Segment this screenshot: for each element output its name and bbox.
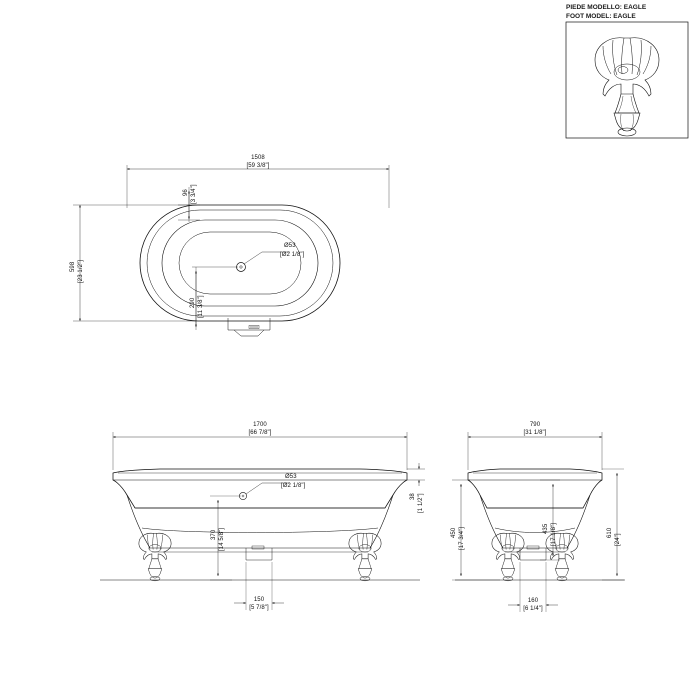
top-drain-offset-in: [11 3/8"]: [198, 295, 204, 318]
foot-model-title: [566, 4, 646, 21]
side-foot-spacing-mm: 160: [527, 598, 539, 604]
side-inner-height-in: [17 1/8"]: [551, 522, 557, 546]
front-foot-spacing-in: [5 7/8"]: [249, 605, 269, 611]
top-width-mm: 598: [70, 261, 76, 272]
side-rim-height-mm: 450: [451, 527, 457, 538]
top-length-mm: 1508: [251, 155, 265, 161]
side-inner-height-mm: 435: [543, 523, 549, 534]
top-rim-offset-mm: 96: [183, 189, 189, 196]
front-drain-height-in: [14 5/8"]: [219, 527, 225, 551]
top-rim-offset-in: [3 3/4"]: [191, 184, 197, 204]
foot-model-line-it: PIEDE MODELLO: EAGLE: [566, 4, 647, 11]
front-length-mm: 1700: [253, 422, 267, 428]
front-length-in: [66 7/8"]: [248, 430, 272, 436]
top-drain-offset-mm: 290: [190, 297, 196, 308]
front-rim-thickness-mm: 38: [410, 493, 416, 500]
top-length-in: [59 3/8"]: [246, 163, 270, 169]
front-drain-dia-mm: Ø53: [285, 474, 297, 480]
side-total-height-in: [24"]: [615, 533, 621, 546]
front-rim-thickness-in: [1 1/2"]: [418, 493, 424, 513]
side-foot-spacing-in: [6 1/4"]: [523, 606, 543, 612]
side-width-in: [31 1/8"]: [523, 430, 547, 436]
side-rim-height-in: [17 3/4"]: [459, 526, 465, 550]
top-drain-dia-mm: Ø53: [284, 243, 296, 249]
top-width-in: [23 1/2"]: [78, 259, 84, 283]
front-drain-dia-in: [Ø2 1/8"]: [281, 483, 306, 489]
foot-model-line-en: FOOT MODEL: EAGLE: [566, 12, 636, 20]
side-total-height-mm: 610: [607, 527, 613, 538]
side-width-mm: 790: [529, 422, 541, 428]
front-foot-spacing-mm: 150: [253, 597, 265, 603]
front-drain-height-mm: 370: [211, 529, 217, 540]
top-drain-dia-in: [Ø2 1/8"]: [280, 252, 305, 258]
